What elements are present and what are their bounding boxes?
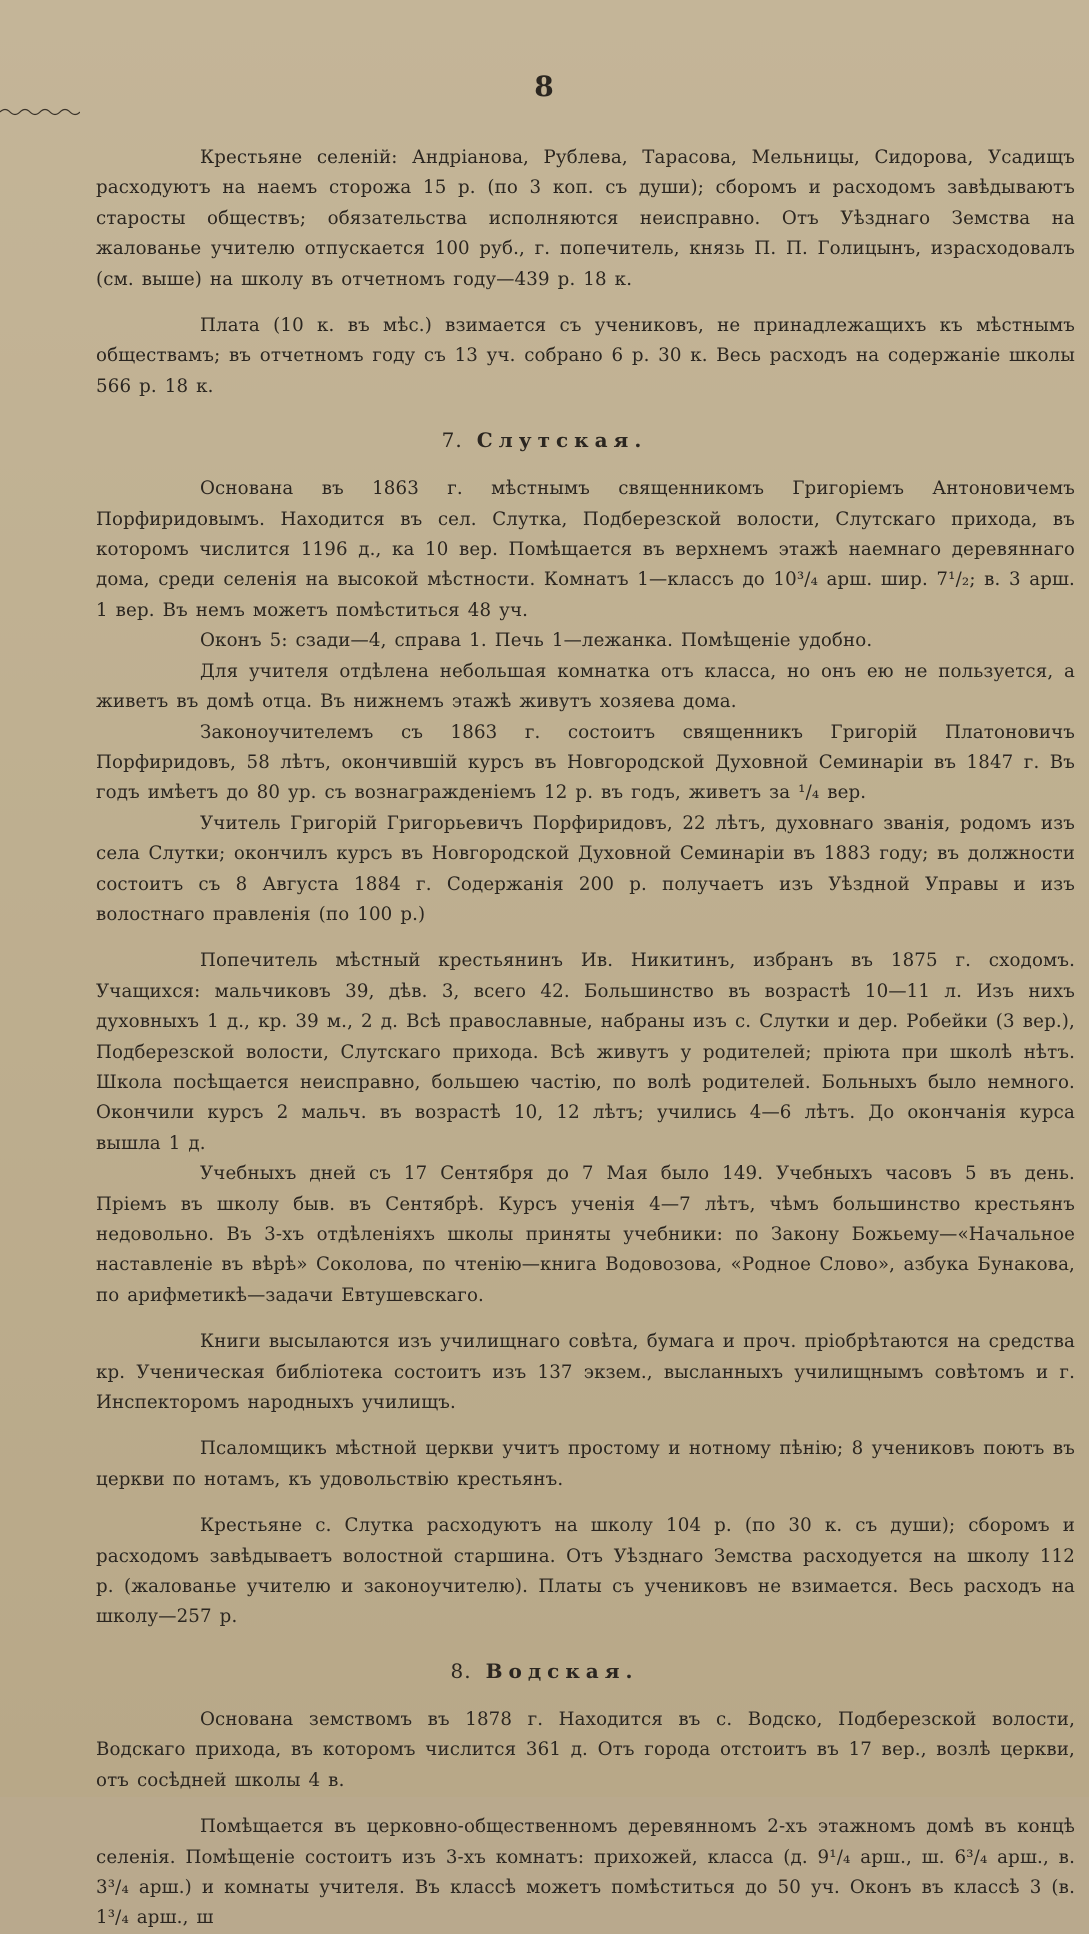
section-number: 7. (441, 428, 463, 453)
paragraph: Оконъ 5: сзади—4, справа 1. Печь 1—лежанка. Помѣщеніе удобно. (200, 630, 873, 652)
page-number: 8 (534, 70, 555, 103)
section-slutskaya (0, 428, 1089, 1633)
section-title: Водская. (485, 1658, 639, 1683)
section-number: 8. (450, 1658, 472, 1683)
paragraph: Учебныхъ дней съ 17 Сентября до 7 Мая было 149. Учебныхъ часовъ 5 въ день. Пріемъ въ школу быв. въ Сентябрѣ. Курсъ ученія 4—7 лѣтъ, чѣмъ большинство крестьянъ недовольно. Въ 3-хъ отдѣленіяхъ школы приняты учебники: по Закону Божьему—«Начальное наставленіе въ вѣрѣ» Соколова, по чтенію—книга Водовозова, «Родное Слово», азбука Бунакова, по арифметикѣ—задачи Евтушевскаго. (96, 1163, 1075, 1306)
wavy-rule-icon (0, 107, 80, 117)
paragraph: Псаломщикъ мѣстной церкви учитъ простому и нотному пѣнію; 8 учениковъ поютъ въ церкви по нотамъ, къ удовольствію крестьянъ. (96, 1438, 1075, 1490)
paragraph: Крестьяне селеній: Андріанова, Рублева, Тарасова, Мельницы, Сидорова, Усадищъ расходуютъ на наемъ сторожа 15 р. (по 3 коп. съ души); сборомъ и расходомъ завѣдываютъ старосты обществъ; обязательства исполняются неисправно. Отъ Уѣзднаго Земства на жалованье учителю отпускается 100 руб., г. попечитель, князь П. П. Голицынъ, израсходовалъ (см. выше) на школу въ отчетномъ году—439 р. 18 к. (96, 147, 1075, 290)
section-continuation (0, 143, 1089, 402)
paragraph: Книги высылаются изъ училищнаго совѣта, бумага и проч. пріобрѣтаются на средства кр. Ученическая библіотека состоитъ изъ 137 экзем., высланныхъ училищнымъ совѣтомъ и г. Инспекторомъ народныхъ училищъ. (96, 1331, 1075, 1414)
paragraph: Основана въ 1863 г. мѣстнымъ священникомъ Григоріемъ Антоновичемъ Порфиридовымъ. Находится въ сел. Слутка, Подберезской волости, Слутскаго прихода, въ которомъ числится 1196 д., ка 10 вер. Помѣщается въ верхнемъ этажѣ наемнаго деревяннаго дома, среди селенія на высокой мѣстности. Комнатъ 1—классъ до 10³/₄ арш. шир. 7¹/₂; в. 3 арш. 1 вер. Въ немъ можетъ помѣститься 48 уч. (96, 478, 1075, 621)
section-vodskaya (0, 1659, 1089, 1934)
paragraph: Крестьяне с. Слутка расходуютъ на школу 104 р. (по 30 к. съ души); сборомъ и расходомъ завѣдываетъ волостной старшина. Отъ Уѣзднаго Земства расходуется на школу 112 р. (жалованье учителю и законоучителю). Платы съ учениковъ не взимается. Весь расходъ на школу—257 р. (96, 1515, 1075, 1628)
paragraph: Законоучителемъ съ 1863 г. состоитъ священникъ Григорій Платоновичъ Порфиридовъ, 58 лѣтъ, окончившій курсъ въ Новгородской Духовной Семинаріи въ 1847 г. Въ годъ имѣетъ до 80 ур. съ вознагражденіемъ 12 р. въ годъ, живетъ за ¹/₄ вер. (96, 721, 1075, 804)
paragraph: Помѣщается въ церковно-общественномъ деревянномъ 2-хъ этажномъ домѣ въ концѣ селенія. Помѣщеніе состоитъ изъ 3-хъ комнатъ: прихожей, класса (д. 9¹/₄ арш., ш. 6³/₄ арш., в. 3³/₄ арш.) и комнаты учителя. Въ классѣ можетъ помѣститься до 50 уч. Оконъ въ классѣ 3 (в. 1³/₄ арш., ш (96, 1816, 1075, 1929)
paragraph: Плата (10 к. въ мѣс.) взимается съ учениковъ, не принадлежащихъ къ мѣстнымъ обществамъ; въ отчетномъ году съ 13 уч. собрано 6 р. 30 к. Весь расходъ на содержаніе школы 566 р. 18 к. (96, 315, 1075, 397)
paragraph: Учитель Григорій Григорьевичъ Порфиридовъ, 22 лѣтъ, духовнаго званія, родомъ изъ села Слутки; окончилъ курсъ въ Новгородской Духовной Семинаріи въ 1883 году; въ должности состоитъ съ 8 Августа 1884 г. Содержанія 200 р. получаетъ изъ Уѣздной Управы и изъ волостнаго правленія (по 100 р.) (96, 812, 1075, 925)
paragraph: Основана земствомъ въ 1878 г. Находится въ с. Водско, Подберезской волости, Водскаго прихода, въ которомъ числится 361 д. Отъ города отстоитъ въ 17 вер., возлѣ церкви, отъ сосѣдней школы 4 в. (96, 1708, 1075, 1791)
section-title: Слутская. (476, 428, 648, 453)
paragraph: Попечитель мѣстный крестьянинъ Ив. Никитинъ, избранъ въ 1875 г. сходомъ. Учащихся: мальчиковъ 39, дѣв. 3, всего 42. Большинство въ возрастѣ 10—11 л. Изъ нихъ духовныхъ 1 д., кр. 39 м., 2 д. Всѣ православные, набраны изъ с. Слутки и дер. Робейки (3 вер.), Подберезской волости, Слутскаго прихода. Всѣ живутъ у родителей; пріюта при школѣ нѣтъ. Школа посѣщается неисправно, большею частію, по волѣ родителей. Больныхъ было немного. Окончили курсъ 2 мальч. въ возрастѣ 10, 12 лѣтъ; учились 4—6 лѣтъ. До окончанія курса вышла 1 д. (96, 950, 1075, 1154)
paragraph: Для учителя отдѣлена небольшая комнатка отъ класса, но онъ ею не пользуется, а живетъ въ домѣ отца. Въ нижнемъ этажѣ живутъ хозяева дома. (96, 660, 1075, 713)
section-heading (0, 428, 1089, 452)
section-heading (0, 1659, 1089, 1683)
